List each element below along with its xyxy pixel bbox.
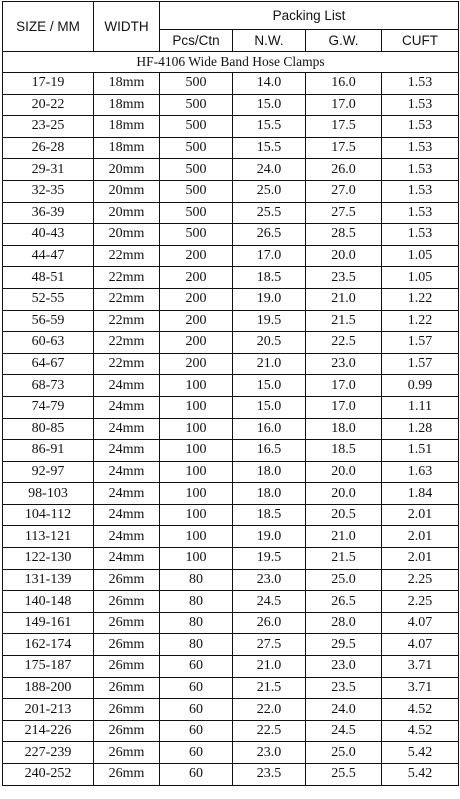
cuft-cell: 4.52	[382, 720, 459, 742]
gross-weight-cell: 22.5	[306, 332, 382, 354]
width-cell: 26mm	[94, 656, 160, 678]
pcs-ctn-cell: 100	[160, 461, 233, 483]
width-cell: 24mm	[94, 526, 160, 548]
gross-weight-cell: 24.0	[306, 699, 382, 721]
cuft-cell: 1.51	[382, 440, 459, 462]
cuft-cell: 1.28	[382, 418, 459, 440]
gross-weight-cell: 28.0	[306, 612, 382, 634]
pcs-ctn-cell: 200	[160, 353, 233, 375]
size-cell: 240-252	[3, 764, 94, 786]
net-weight-cell: 23.5	[233, 764, 306, 786]
pcs-ctn-cell: 100	[160, 548, 233, 570]
size-cell: 60-63	[3, 332, 94, 354]
net-weight-cell: 26.5	[233, 224, 306, 246]
gross-weight-cell: 24.5	[306, 720, 382, 742]
cuft-cell: 1.57	[382, 332, 459, 354]
pcs-ctn-cell: 60	[160, 742, 233, 764]
width-cell: 26mm	[94, 612, 160, 634]
cuft-cell: 1.22	[382, 288, 459, 310]
table-row	[3, 418, 459, 440]
size-cell: 32-35	[3, 180, 94, 202]
size-cell: 113-121	[3, 526, 94, 548]
pcs-ctn-cell: 500	[160, 180, 233, 202]
gross-weight-cell: 25.0	[306, 742, 382, 764]
pcs-ctn-cell: 500	[160, 137, 233, 159]
size-cell: 104-112	[3, 504, 94, 526]
width-cell: 24mm	[94, 548, 160, 570]
table-row	[3, 526, 459, 548]
net-weight-cell: 19.5	[233, 310, 306, 332]
table-row	[3, 245, 459, 267]
table-row	[3, 332, 459, 354]
width-cell: 26mm	[94, 569, 160, 591]
width-cell: 26mm	[94, 634, 160, 656]
net-weight-cell: 16.0	[233, 418, 306, 440]
cuft-header: CUFT	[382, 30, 459, 52]
size-cell: 201-213	[3, 699, 94, 721]
net-weight-cell: 26.0	[233, 612, 306, 634]
pcs-ctn-cell: 100	[160, 396, 233, 418]
width-cell: 20mm	[94, 202, 160, 224]
table-row	[3, 569, 459, 591]
net-weight-cell: 19.0	[233, 526, 306, 548]
packing-list-header: Packing List	[160, 2, 459, 30]
net-weight-cell: 15.0	[233, 375, 306, 397]
table-row	[3, 591, 459, 613]
cuft-cell: 1.53	[382, 137, 459, 159]
size-cell: 52-55	[3, 288, 94, 310]
width-cell: 18mm	[94, 137, 160, 159]
cuft-cell: 1.53	[382, 73, 459, 95]
pcs-ctn-cell: 500	[160, 159, 233, 181]
width-cell: 20mm	[94, 159, 160, 181]
table-row	[3, 137, 459, 159]
pcs-ctn-cell: 100	[160, 418, 233, 440]
net-weight-header: N.W.	[233, 30, 306, 52]
gross-weight-cell: 23.5	[306, 677, 382, 699]
table-row	[3, 202, 459, 224]
width-header: WIDTH	[94, 2, 160, 52]
gross-weight-cell: 20.5	[306, 504, 382, 526]
pcs-ctn-cell: 80	[160, 634, 233, 656]
cuft-cell: 2.01	[382, 526, 459, 548]
cuft-cell: 2.01	[382, 548, 459, 570]
cuft-cell: 1.53	[382, 202, 459, 224]
net-weight-cell: 22.5	[233, 720, 306, 742]
size-header: SIZE / MM	[3, 2, 94, 52]
pcs-ctn-cell: 100	[160, 526, 233, 548]
gross-weight-cell: 20.0	[306, 245, 382, 267]
cuft-cell: 1.53	[382, 94, 459, 116]
gross-weight-cell: 20.0	[306, 461, 382, 483]
pcs-ctn-cell: 500	[160, 94, 233, 116]
pcs-ctn-cell: 200	[160, 267, 233, 289]
size-cell: 44-47	[3, 245, 94, 267]
gross-weight-cell: 23.0	[306, 353, 382, 375]
width-cell: 18mm	[94, 73, 160, 95]
size-cell: 149-161	[3, 612, 94, 634]
net-weight-cell: 15.5	[233, 137, 306, 159]
pcs-ctn-cell: 60	[160, 699, 233, 721]
size-cell: 26-28	[3, 137, 94, 159]
table-row	[3, 764, 459, 786]
width-cell: 26mm	[94, 764, 160, 786]
table-row	[3, 634, 459, 656]
cuft-cell: 1.84	[382, 483, 459, 505]
table-row	[3, 375, 459, 397]
table-row	[3, 267, 459, 289]
pcs-ctn-cell: 100	[160, 483, 233, 505]
pcs-ctn-cell: 60	[160, 764, 233, 786]
width-cell: 26mm	[94, 742, 160, 764]
width-cell: 22mm	[94, 288, 160, 310]
table-row	[3, 288, 459, 310]
size-cell: 36-39	[3, 202, 94, 224]
width-cell: 26mm	[94, 591, 160, 613]
width-cell: 26mm	[94, 720, 160, 742]
cuft-cell: 4.07	[382, 612, 459, 634]
pcs-ctn-cell: 80	[160, 569, 233, 591]
table-row	[3, 699, 459, 721]
pcs-ctn-cell: 500	[160, 73, 233, 95]
pcs-ctn-cell: 200	[160, 310, 233, 332]
gross-weight-cell: 21.5	[306, 548, 382, 570]
cuft-cell: 1.53	[382, 159, 459, 181]
size-cell: 175-187	[3, 656, 94, 678]
gross-weight-cell: 21.0	[306, 526, 382, 548]
net-weight-cell: 15.0	[233, 396, 306, 418]
net-weight-cell: 18.5	[233, 267, 306, 289]
size-cell: 98-103	[3, 483, 94, 505]
size-cell: 68-73	[3, 375, 94, 397]
size-cell: 227-239	[3, 742, 94, 764]
pcs-ctn-cell: 100	[160, 440, 233, 462]
gross-weight-cell: 21.0	[306, 288, 382, 310]
table-row	[3, 396, 459, 418]
width-cell: 24mm	[94, 504, 160, 526]
size-cell: 17-19	[3, 73, 94, 95]
net-weight-cell: 27.5	[233, 634, 306, 656]
size-cell: 162-174	[3, 634, 94, 656]
width-cell: 22mm	[94, 332, 160, 354]
gross-weight-cell: 27.5	[306, 202, 382, 224]
gross-weight-cell: 17.5	[306, 137, 382, 159]
pcs-ctn-cell: 100	[160, 504, 233, 526]
net-weight-cell: 17.0	[233, 245, 306, 267]
gross-weight-cell: 25.5	[306, 764, 382, 786]
pcs-ctn-cell: 200	[160, 332, 233, 354]
size-cell: 40-43	[3, 224, 94, 246]
size-cell: 29-31	[3, 159, 94, 181]
table-row	[3, 483, 459, 505]
size-cell: 56-59	[3, 310, 94, 332]
width-cell: 26mm	[94, 677, 160, 699]
gross-weight-cell: 18.5	[306, 440, 382, 462]
table-row	[3, 353, 459, 375]
size-cell: 188-200	[3, 677, 94, 699]
table-row	[3, 224, 459, 246]
size-cell: 92-97	[3, 461, 94, 483]
width-cell: 20mm	[94, 180, 160, 202]
cuft-cell: 1.57	[382, 353, 459, 375]
cuft-cell: 1.63	[382, 461, 459, 483]
pcs-ctn-cell: 60	[160, 656, 233, 678]
net-weight-cell: 15.5	[233, 116, 306, 138]
net-weight-cell: 14.0	[233, 73, 306, 95]
size-cell: 214-226	[3, 720, 94, 742]
net-weight-cell: 25.5	[233, 202, 306, 224]
width-cell: 18mm	[94, 116, 160, 138]
net-weight-cell: 23.0	[233, 569, 306, 591]
net-weight-cell: 23.0	[233, 742, 306, 764]
size-cell: 23-25	[3, 116, 94, 138]
gross-weight-cell: 23.5	[306, 267, 382, 289]
gross-weight-cell: 20.0	[306, 483, 382, 505]
net-weight-cell: 18.5	[233, 504, 306, 526]
pcs-ctn-cell: 100	[160, 375, 233, 397]
size-cell: 86-91	[3, 440, 94, 462]
cuft-cell: 0.99	[382, 375, 459, 397]
cuft-cell: 2.25	[382, 591, 459, 613]
cuft-cell: 1.05	[382, 245, 459, 267]
gross-weight-cell: 17.0	[306, 396, 382, 418]
size-cell: 122-130	[3, 548, 94, 570]
table-row	[3, 159, 459, 181]
pcs-ctn-cell: 80	[160, 591, 233, 613]
gross-weight-cell: 17.5	[306, 116, 382, 138]
gross-weight-cell: 21.5	[306, 310, 382, 332]
cuft-cell: 5.42	[382, 742, 459, 764]
net-weight-cell: 20.5	[233, 332, 306, 354]
net-weight-cell: 24.5	[233, 591, 306, 613]
gross-weight-cell: 27.0	[306, 180, 382, 202]
net-weight-cell: 18.0	[233, 461, 306, 483]
table-row	[3, 720, 459, 742]
pcs-ctn-cell: 60	[160, 677, 233, 699]
cuft-cell: 1.53	[382, 224, 459, 246]
gross-weight-cell: 26.5	[306, 591, 382, 613]
net-weight-cell: 25.0	[233, 180, 306, 202]
net-weight-cell: 19.5	[233, 548, 306, 570]
width-cell: 20mm	[94, 224, 160, 246]
cuft-cell: 2.01	[382, 504, 459, 526]
gross-weight-cell: 29.5	[306, 634, 382, 656]
width-cell: 24mm	[94, 461, 160, 483]
size-cell: 80-85	[3, 418, 94, 440]
table-row	[3, 461, 459, 483]
header-row-top	[3, 2, 459, 30]
table-row	[3, 94, 459, 116]
table-row	[3, 504, 459, 526]
cuft-cell: 1.53	[382, 180, 459, 202]
net-weight-cell: 21.5	[233, 677, 306, 699]
width-cell: 24mm	[94, 418, 160, 440]
net-weight-cell: 19.0	[233, 288, 306, 310]
net-weight-cell: 21.0	[233, 353, 306, 375]
gross-weight-cell: 17.0	[306, 375, 382, 397]
pcs-ctn-cell: 200	[160, 245, 233, 267]
width-cell: 24mm	[94, 440, 160, 462]
table-row	[3, 656, 459, 678]
cuft-cell: 1.22	[382, 310, 459, 332]
width-cell: 24mm	[94, 396, 160, 418]
pcs-ctn-cell: 60	[160, 720, 233, 742]
table-row	[3, 742, 459, 764]
net-weight-cell: 24.0	[233, 159, 306, 181]
table-row	[3, 180, 459, 202]
gross-weight-header: G.W.	[306, 30, 382, 52]
net-weight-cell: 21.0	[233, 656, 306, 678]
cuft-cell: 4.07	[382, 634, 459, 656]
size-cell: 131-139	[3, 569, 94, 591]
gross-weight-cell: 28.5	[306, 224, 382, 246]
cuft-cell: 3.71	[382, 677, 459, 699]
table-row	[3, 73, 459, 95]
table-row	[3, 548, 459, 570]
table-row	[3, 612, 459, 634]
cuft-cell: 1.11	[382, 396, 459, 418]
gross-weight-cell: 23.0	[306, 656, 382, 678]
cuft-cell: 4.52	[382, 699, 459, 721]
size-cell: 20-22	[3, 94, 94, 116]
net-weight-cell: 16.5	[233, 440, 306, 462]
size-cell: 74-79	[3, 396, 94, 418]
width-cell: 22mm	[94, 353, 160, 375]
table-row	[3, 116, 459, 138]
cuft-cell: 1.05	[382, 267, 459, 289]
cuft-cell: 5.42	[382, 764, 459, 786]
width-cell: 22mm	[94, 245, 160, 267]
pcs-ctn-header: Pcs/Ctn	[160, 30, 233, 52]
pcs-ctn-cell: 80	[160, 612, 233, 634]
cuft-cell: 3.71	[382, 656, 459, 678]
section-title-row	[3, 52, 459, 73]
gross-weight-cell: 18.0	[306, 418, 382, 440]
net-weight-cell: 15.0	[233, 94, 306, 116]
size-cell: 64-67	[3, 353, 94, 375]
cuft-cell: 1.53	[382, 116, 459, 138]
section-title: HF-4106 Wide Band Hose Clamps	[3, 52, 459, 73]
width-cell: 22mm	[94, 267, 160, 289]
pcs-ctn-cell: 500	[160, 224, 233, 246]
width-cell: 24mm	[94, 375, 160, 397]
width-cell: 24mm	[94, 483, 160, 505]
table-row	[3, 440, 459, 462]
width-cell: 18mm	[94, 94, 160, 116]
packing-list-table	[2, 1, 459, 786]
gross-weight-cell: 17.0	[306, 94, 382, 116]
width-cell: 26mm	[94, 699, 160, 721]
gross-weight-cell: 26.0	[306, 159, 382, 181]
gross-weight-cell: 16.0	[306, 73, 382, 95]
pcs-ctn-cell: 500	[160, 116, 233, 138]
size-cell: 48-51	[3, 267, 94, 289]
table-row	[3, 310, 459, 332]
size-cell: 140-148	[3, 591, 94, 613]
table-row	[3, 677, 459, 699]
net-weight-cell: 18.0	[233, 483, 306, 505]
net-weight-cell: 22.0	[233, 699, 306, 721]
width-cell: 22mm	[94, 310, 160, 332]
pcs-ctn-cell: 200	[160, 288, 233, 310]
gross-weight-cell: 25.0	[306, 569, 382, 591]
pcs-ctn-cell: 500	[160, 202, 233, 224]
cuft-cell: 2.25	[382, 569, 459, 591]
